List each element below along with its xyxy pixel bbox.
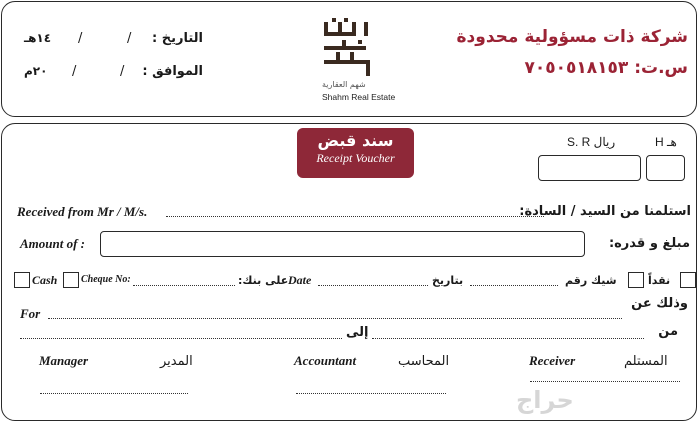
cheque-label-ar: شيك رقم: [565, 274, 617, 287]
to-line[interactable]: [20, 338, 342, 339]
voucher-title: [297, 128, 414, 178]
date-year-gregorian: ٢٠م: [24, 64, 48, 78]
gregorian-label: الموافق :: [142, 64, 203, 79]
for-line[interactable]: [48, 318, 622, 319]
accountant-label-en: Accountant: [294, 353, 357, 368]
logo-english-name: Shahm Real Estate: [322, 92, 396, 102]
date-label-en: Date: [288, 273, 312, 287]
cash-label-en: Cash: [32, 273, 58, 287]
amount-field[interactable]: [100, 231, 585, 257]
cash-label-ar: نقداً: [648, 274, 671, 287]
date-slash-2: /: [78, 31, 83, 46]
registration-number: س.ت: ٧٠٥٠٥١٨١٥٣: [524, 58, 688, 78]
sr-label: S. R ريال: [567, 135, 616, 149]
greg-slash-1: /: [120, 64, 125, 79]
received-from-label-ar: استلمنا من السيد / السادة:: [519, 204, 691, 219]
amount-label-ar: مبلغ و قدره:: [608, 236, 690, 251]
received-from-line[interactable]: [166, 216, 544, 217]
receiver-label-en: Receiver: [529, 353, 576, 368]
manager-signature-line[interactable]: [40, 393, 188, 394]
from-label-ar: من: [658, 324, 678, 339]
manager-label-en: Manager: [39, 353, 89, 368]
receiver-signature-line[interactable]: [530, 381, 680, 382]
to-label-ar: إلى: [346, 325, 369, 340]
company-name: شركة ذات مسؤولية محدودة: [456, 27, 688, 47]
received-from-label-en: Received from Mr / M/s.: [17, 204, 148, 219]
amount-label-en: Amount of :: [20, 236, 86, 251]
cheque-no-ar-line[interactable]: [470, 285, 558, 286]
shahm-logo-icon: [318, 18, 378, 78]
date-line[interactable]: [318, 285, 428, 286]
haraj-watermark: حراج: [516, 386, 574, 414]
riyal-amount-box[interactable]: [538, 155, 641, 181]
from-line[interactable]: [372, 338, 644, 339]
voucher-title-english: Receipt Voucher: [316, 151, 395, 165]
manager-label-ar: المدير: [160, 354, 193, 369]
bank-label-ar: على بنك:: [238, 274, 289, 287]
cheque-checkbox[interactable]: [63, 272, 79, 288]
cash-checkbox[interactable]: [14, 272, 30, 288]
h-label: H هـ: [655, 135, 677, 149]
date-label: التاريخ :: [152, 31, 203, 46]
date-year-hijri: ١٤هـ: [24, 31, 52, 45]
logo-arabic-name: شهم العقارية: [322, 80, 366, 89]
cheque-ar-checkbox[interactable]: [628, 272, 644, 288]
date-label-ar: بتاريخ: [432, 274, 464, 287]
cheque-number-line[interactable]: [133, 285, 235, 286]
receiver-label-ar: المستلم: [624, 354, 668, 369]
greg-slash-2: /: [72, 64, 77, 79]
for-label-en: For: [20, 306, 41, 321]
accountant-label-ar: المحاسب: [398, 354, 450, 369]
cheque-label-en: Cheque No:: [81, 274, 131, 285]
accountant-signature-line[interactable]: [296, 393, 446, 394]
halala-amount-box[interactable]: [646, 155, 685, 181]
voucher-title-arabic: سند قبض: [317, 131, 394, 150]
for-label-ar: وذلك عن: [631, 296, 688, 311]
date-slash-1: /: [127, 31, 132, 46]
cash-ar-checkbox[interactable]: [680, 272, 696, 288]
